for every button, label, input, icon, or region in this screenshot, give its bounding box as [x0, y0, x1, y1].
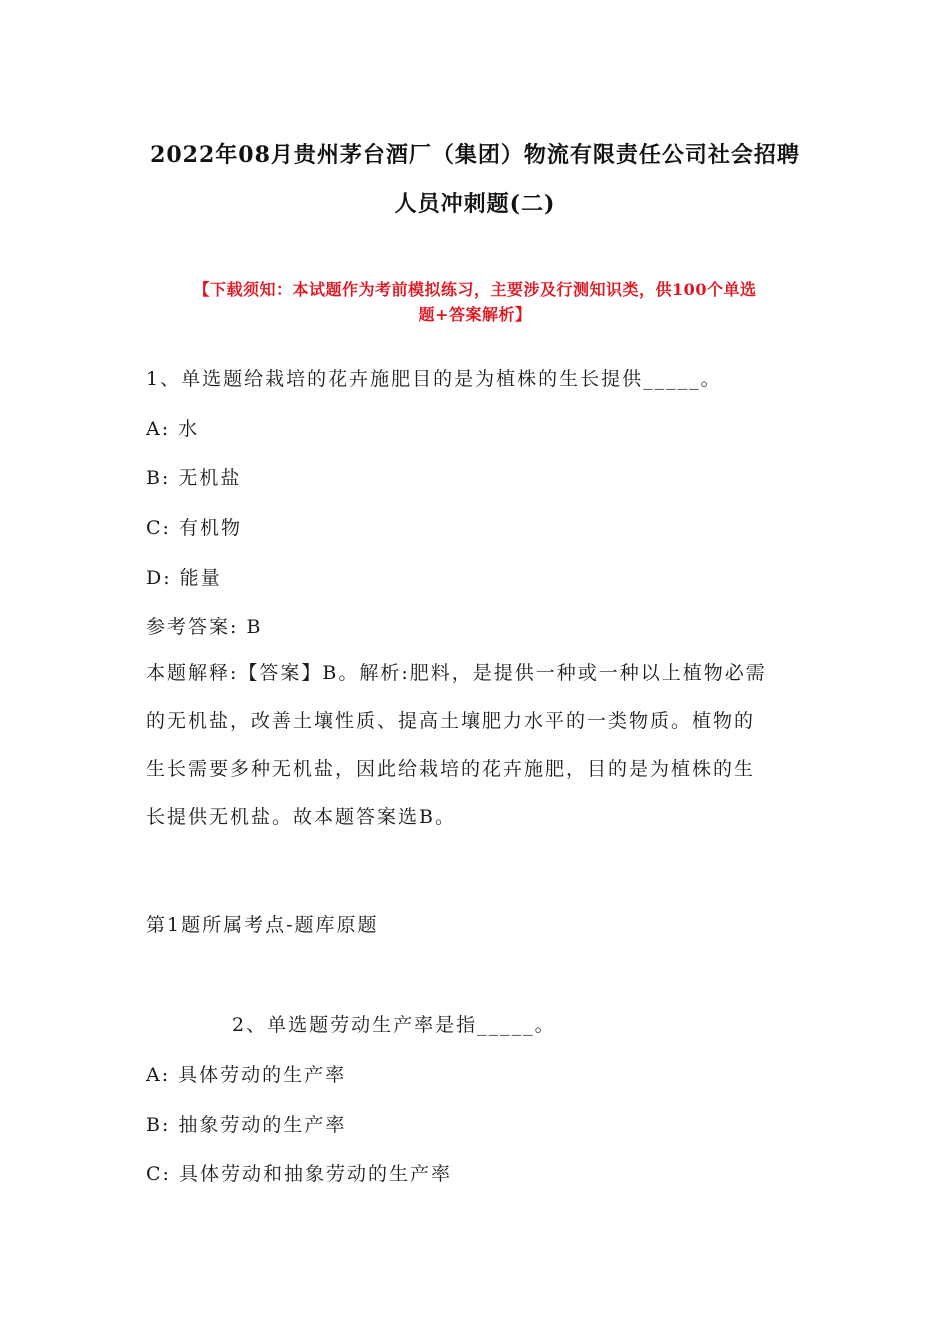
question-1-stem: 1、单选题给栽培的花卉施肥目的是为植株的生长提供_____。 [146, 368, 722, 390]
download-notice-line-2: 题+答案解析】 [418, 305, 532, 324]
download-notice-line-1: 【下载须知：本试题作为考前模拟练习，主要涉及行测知识类，供100个单选 [193, 280, 757, 299]
question-2-option-c: C: 具体劳动和抽象劳动的生产率 [146, 1163, 452, 1185]
question-1-topic: 第1题所属考点-题库原题 [146, 914, 379, 936]
question-1-option-c: C: 有机物 [146, 517, 242, 539]
explanation-line: 生长需要多种无机盐，因此给栽培的花卉施肥，目的是为植株的生 [146, 758, 756, 780]
question-1-option-b: B: 无机盐 [146, 467, 242, 489]
question-1-answer: 参考答案: B [146, 616, 263, 638]
question-1-option-a: A: 水 [146, 418, 200, 440]
question-1-option-d: D: 能量 [146, 567, 222, 589]
question-2-option-b: B: 抽象劳动的生产率 [146, 1114, 347, 1136]
question-2-option-a: A: 具体劳动的生产率 [146, 1064, 347, 1086]
question-1-explanation [146, 649, 806, 841]
question-2-stem: 2、单选题劳动生产率是指_____。 [232, 1014, 556, 1036]
explanation-line: 长提供无机盐。故本题答案选B。 [146, 806, 456, 828]
explanation-line: 本题解释:【答案】B。解析:肥料，是提供一种或一种以上植物必需 [146, 662, 767, 684]
explanation-line: 的无机盐，改善土壤性质、提高土壤肥力水平的一类物质。植物的 [146, 710, 756, 732]
document-title-line-2: 人员冲刺题(二) [394, 191, 556, 217]
document-title-line-1: 2022年08月贵州茅台酒厂（集团）物流有限责任公司社会招聘 [150, 142, 800, 168]
